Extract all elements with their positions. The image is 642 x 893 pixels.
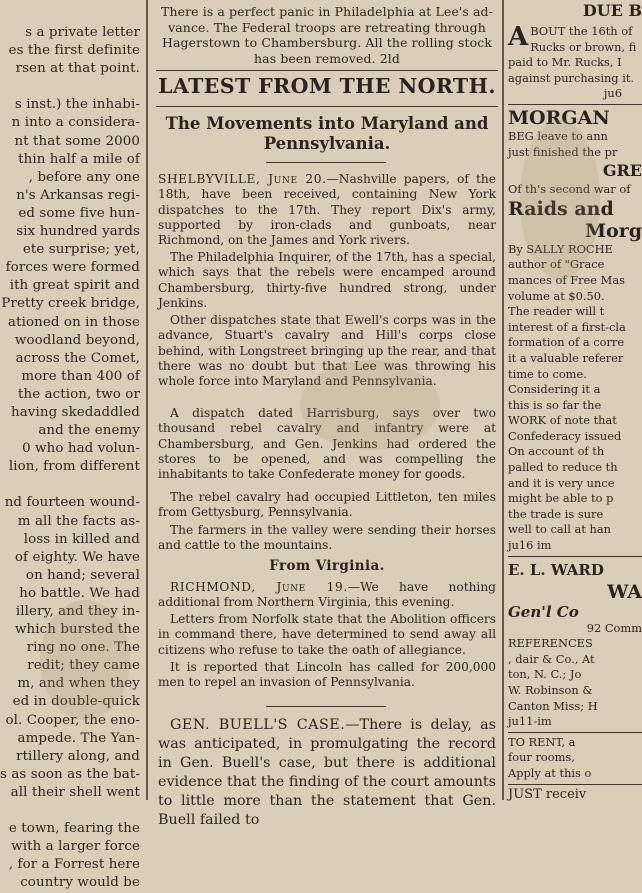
subhead [156,114,498,154]
column-line: redit; they came [27,658,140,674]
ad-line: the trade is sure [508,506,604,521]
column-line: es the first definite [8,43,140,59]
paragraph-text: —There is delay, as was anticipated, in promulgating the record in Gen. Buell's case, but there is additional evidence that the finding of the court amounts to little more than the statement that Gen. Buell failed to [158,717,496,828]
column-line: thin half a mile of [18,151,140,167]
column-line: six hundred yards [16,224,140,240]
column-line: ith great spirit and [9,278,140,294]
column-line: on hand; several [25,567,140,583]
subhead-line: The Movements into Maryland and [165,114,489,133]
left-column [0,0,146,891]
column-line: rsen at that point. [15,61,140,77]
column-line: loss in killed and [23,531,140,547]
ad-line: Apply at this o [508,765,592,780]
top-line: has been removed. 2ld [254,50,400,66]
ad-line: this is so far the [508,397,602,412]
dateline: GEN. BUELL'S CASE. [170,717,346,733]
column-line: n into a considera- [11,115,140,131]
column-line: , before any one [28,169,140,185]
ad-line: paid to Mr. Rucks, I [508,55,622,70]
column-line: n's Arkansas regi- [16,187,140,203]
top-line: Hagerstown to Chambersburg. All the rolling stock [161,35,493,50]
ad-heading: Morg [585,219,642,242]
top-paragraph [156,4,498,66]
ad-line: Rucks or brown, fi [530,39,637,54]
column-line: which bursted the [15,622,140,638]
column-line: , for a Forrest here [8,857,140,873]
column-line: m all the facts as- [17,513,140,529]
column-line: ed in double-quick [12,694,140,710]
column-line: across the Comet, [15,350,140,366]
ad-line: formation of a corre [508,335,625,350]
ad-about [508,24,642,102]
ad-line: interest of a first-cla [508,319,626,334]
column-line: nd fourteen wound- [4,495,140,511]
ad-book-text [508,242,642,554]
ad-heading: Raids and [508,197,614,220]
left-column-text [0,24,140,893]
paragraph-buell [158,716,496,830]
dateline: RICHMOND, June 19. [170,580,348,594]
ad-line: The reader will t [508,304,605,319]
column-line [0,802,140,820]
column-line: lion, from different [8,459,140,475]
column-line: and the enemy [38,423,140,439]
dateline: SHELBYVILLE, June 20. [158,172,327,186]
ad-rule [508,784,642,785]
column-line: ring no one. The [26,640,140,656]
column-line [0,476,140,494]
ad-line: well to call at han [508,522,611,537]
ad-line: REFERENCES [508,636,593,651]
ad-references [508,636,642,730]
column-line: ampede. The Yan- [17,730,140,746]
ad-line: mances of Free Mas [508,272,625,287]
column-line: ete surprise; yet, [22,242,140,258]
ad-line: it a valuable referer [508,350,624,365]
ad-line: JUST receiv [508,786,587,802]
ad-line: On account of th [508,444,605,459]
paragraph-farmers: The farmers in the valley were sending their horses and cattle to the mountains. [158,523,496,553]
section-rule [266,706,386,707]
ad-rule [508,732,642,733]
ad-line: author of "Grace [508,257,605,272]
ad-heading: GRE [602,161,642,181]
ad-line: palled to reduce th [508,460,618,475]
column-line: m, and when they [17,676,140,692]
column-line: e town, fearing the [8,821,140,837]
ad-line: ton, N. C.; Jo [508,667,582,682]
column-line: s a private letter [25,25,140,40]
subhead-line: Pennsylvania. [263,134,391,153]
column-line: ed some five hun- [18,205,140,221]
paragraph-dispatch [158,172,496,248]
ad-line: 92 Comm [586,620,642,635]
ad-line: ju16 im [508,538,552,553]
drop-cap: A [508,22,529,52]
column-line: nt that some 2000 [14,133,140,149]
paragraph-littleton: The rebel cavalry had occupied Littleton, ten miles from Gettysburg, Pennsylvania. [158,490,496,520]
ad-heading: WA [607,580,642,603]
column-line: all their shell went [10,784,140,800]
ad-line: BEG leave to ann [508,128,608,143]
ad-line: , dair & Co., At [508,651,595,666]
ad-heading: DUE B [582,1,642,20]
ad-line: might be able to p [508,491,614,506]
column-line: s inst.) the inhabi- [14,97,140,113]
column-line: 0 who had volun- [22,441,140,457]
column-line: of eighty. We have [14,549,140,565]
ad-line: BOUT the 16th of [530,24,633,38]
column-line: ol. Cooper, the eno- [5,712,140,728]
column-rule-left [146,0,148,800]
ad-rule [508,556,642,557]
ad-line: Confederacy issued [508,428,622,443]
ad-line: just finished the pr [508,144,618,159]
column-rule-right [502,0,504,800]
column-line: illery, and they in- [15,604,140,619]
ad-line: ju11-im [508,714,552,729]
ad-heading: MORGAN [508,106,610,129]
ad-rule [508,104,642,105]
paragraph-ewell: Other dispatches state that Ewell's corps was in the advance, Stuart's cavalry and Hill's corps close behind, with Longstreet bringing up the rear, and that there was no doubt but that Lee was throwing his whole force into Maryland and Pennsylvania. [158,313,496,389]
top-line: There is a perfect panic in Philadelphia at Lee's ad- [161,4,493,19]
column-line: rtillery along, and [16,748,140,764]
middle-column [150,0,502,828]
headline: LATEST FROM THE NORTH. [158,74,496,98]
ad-line: W. Robinson & [508,683,593,697]
ad-line: WORK of note that [508,413,617,428]
ad-line: Of th's second war of [508,182,631,197]
column-line: forces were formed [5,260,140,276]
top-line: vance. The Federal troops are retreating through [168,19,486,35]
column-line [0,78,140,96]
ad-line: and it is very unce [508,475,615,490]
ad-line: time to come. [508,366,587,381]
headline-rule-top [156,70,498,71]
paragraph-text: —Nashville papers, of the 18th, have been received, containing New York dispatches to the 17th. They report Dix's army, supported by iron-clads and gunboats, near Richmond, on the James and York rivers. [158,172,496,248]
column-line: more than 400 of [21,368,140,384]
virginia-heading: From Virginia. [269,558,385,574]
ad-line: By SALLY ROCHE [508,241,613,256]
ad-line: volume at $0.50. [508,288,605,303]
ad-heading: Gen'l Co [508,602,579,621]
right-column [506,0,640,800]
section-rule [266,162,386,163]
ad-line: Canton Miss; H [508,698,598,713]
headline-rule-bottom [156,106,498,107]
ad-line: against purchasing it. [508,70,635,85]
column-line: ationed on in those [8,314,140,330]
paragraph-norfolk: Letters from Norfolk state that the Abolition officers in command there, have determined to send away all citizens who refuse to take the oath of allegiance. [158,612,496,657]
column-line: country would be [20,875,140,891]
ad-heading: E. L. WARD [508,560,604,579]
paragraph-text: —We have nothing additional from Northern Virginia, this evening. [158,580,496,610]
column-line: woodland beyond, [14,332,140,348]
column-line: ho battle. We had [19,585,140,601]
column-line: s as soon as the bat- [0,766,140,782]
ad-line: ju6 [603,86,622,101]
column-line: with a larger force [11,839,140,855]
ad-line: TO RENT, a [508,734,576,749]
ad-line: four rooms, [508,750,575,765]
paragraph-inquirer: The Philadelphia Inquirer, of the 17th, has a special, which says that the rebels were encamped around Chambersburg, thirty-five hundred strong, under Jenkins. [158,250,496,310]
ad-to-rent [508,735,642,782]
column-line: having skedaddled [10,404,140,420]
ad-line: Considering it a [508,382,601,397]
paragraph-richmond [158,580,496,611]
column-line: Pretty creek bridge, [1,296,140,312]
paragraph-harrisburg: A dispatch dated Harrisburg, says over two thousand rebel cavalry and infantry were at Chambersburg, and Gen. Jenkins had ordered the stores to be opened, and was compelling the inhabitants to take Confederate money for goods. [158,406,496,482]
paragraph-lincoln: It is reported that Lincoln has called for 200,000 men to repel an invasion of Pennsylvania. [158,660,496,690]
column-line: the action, two or [18,386,140,402]
